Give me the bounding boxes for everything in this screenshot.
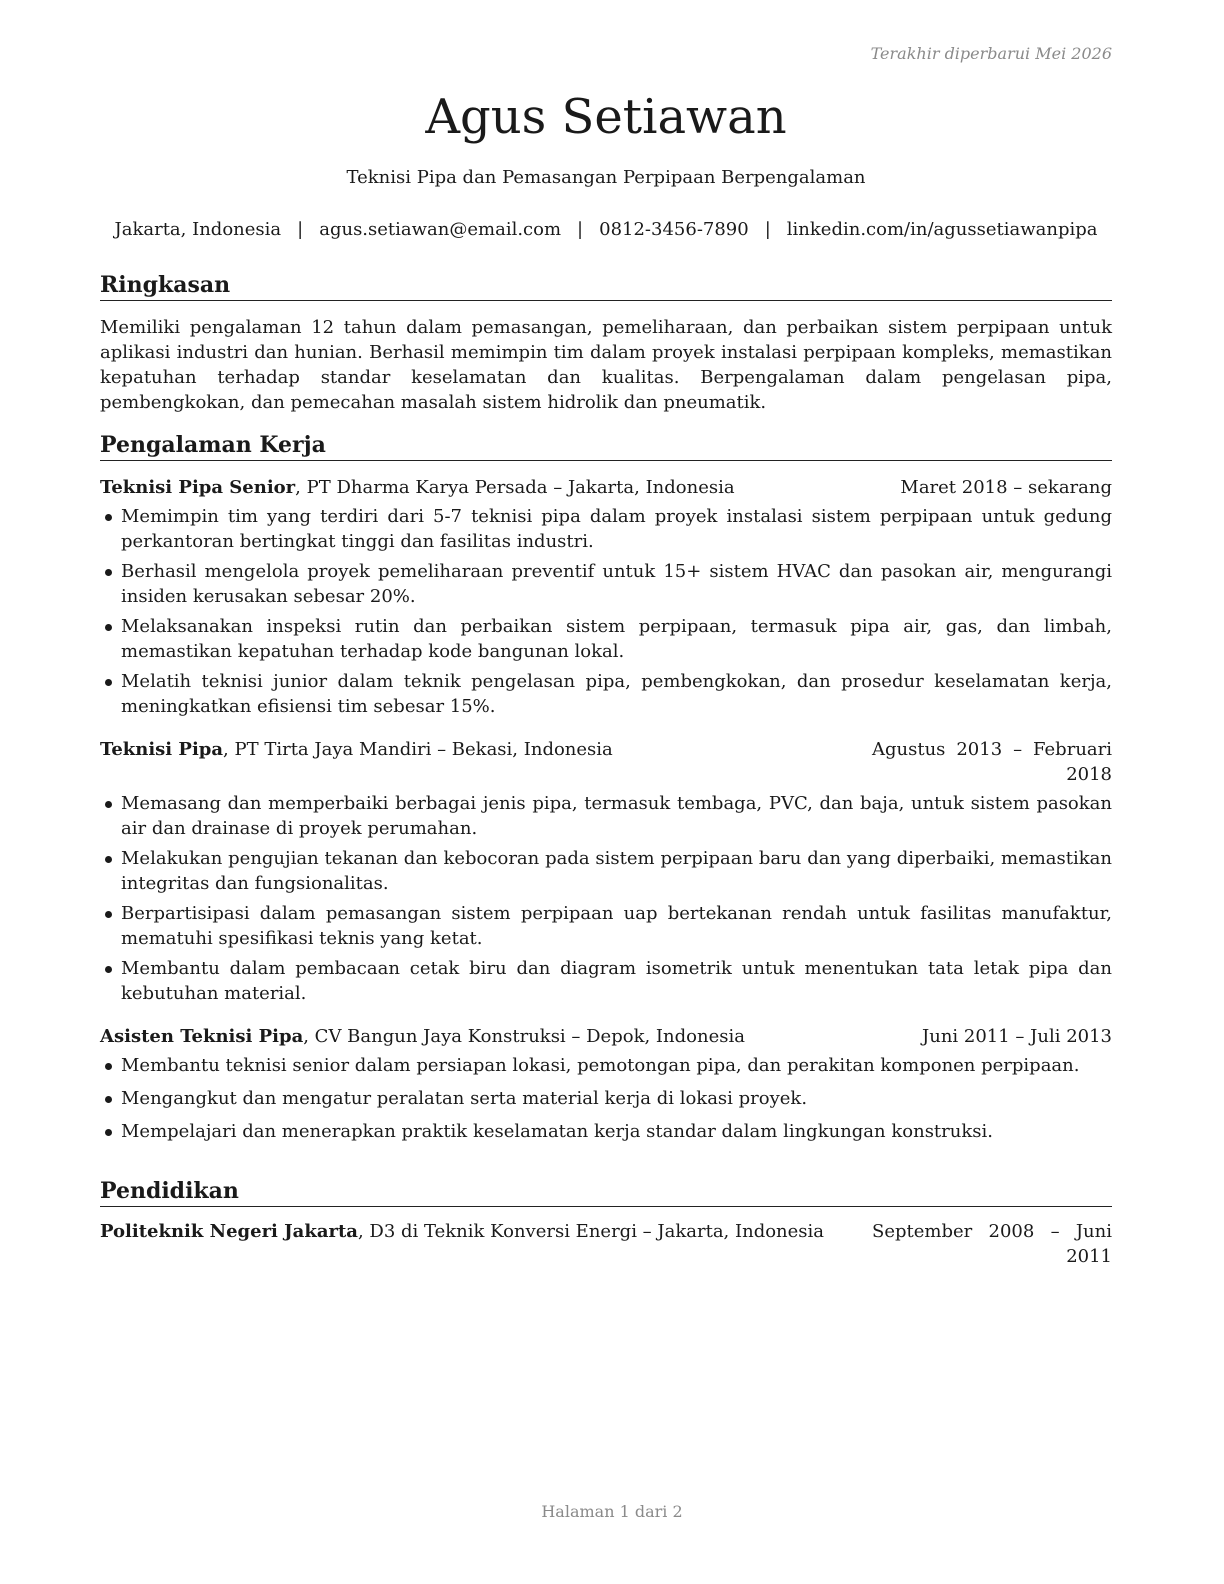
- contact-separator: |: [764, 219, 771, 240]
- education-entry: [100, 1219, 1112, 1269]
- contact-separator: |: [577, 219, 584, 240]
- contact-phone: 0812-3456-7890: [599, 219, 749, 240]
- section-title: Pengalaman Kerja: [100, 430, 1112, 461]
- contact-location: Jakarta, Indonesia: [114, 219, 282, 240]
- job-role: Asisten Teknisi Pipa: [100, 1026, 304, 1047]
- summary-text: Memiliki pengalaman 12 tahun dalam pemasangan, pemeliharaan, dan perbaikan sistem perpipaan untuk aplikasi industri dan hunian. Berhasil memimpin tim dalam proyek instalasi perpipaan kompleks, memastikan kepatuhan terhadap standar keselamatan dan kualitas. Berpengalaman dalam pengelasan pipa, pembengkokan, dan pemecahan masalah sistem hidrolik dan pneumatik.: [100, 317, 1112, 413]
- list-item: Membantu dalam pembacaan cetak biru dan diagram isometrik untuk menentukan tata letak pipa dan kebutuhan material.: [100, 956, 1112, 1006]
- candidate-name: Agus Setiawan: [425, 89, 787, 145]
- education-title: [100, 1219, 824, 1244]
- job-org: , CV Bangun Jaya Konstruksi – Depok, Indonesia: [303, 1026, 745, 1047]
- section-title: Ringkasan: [100, 270, 1112, 301]
- summary-section: [100, 270, 1112, 415]
- job-entry: [100, 1024, 1112, 1144]
- job-org: , PT Dharma Karya Persada – Jakarta, Indonesia: [295, 477, 735, 498]
- job-title: [100, 475, 735, 500]
- list-item: Melakukan pengujian tekanan dan kebocoran pada sistem perpipaan baru dan yang diperbaiki, memastikan integritas dan fungsionalitas.: [100, 846, 1112, 896]
- section-title: Pendidikan: [100, 1176, 1112, 1207]
- education-section: [100, 1176, 1112, 1269]
- education-detail: , D3 di Teknik Konversi Energi – Jakarta, Indonesia: [357, 1221, 825, 1242]
- job-date: Juni 2011 – Juli 2013: [922, 1026, 1112, 1047]
- contact-linkedin[interactable]: linkedin.com/in/agussetiawanpipa: [786, 219, 1098, 240]
- list-item: Membantu teknisi senior dalam persiapan lokasi, pemotongan pipa, dan perakitan komponen perpipaan.: [100, 1053, 1112, 1078]
- job-org: , PT Tirta Jaya Mandiri – Bekasi, Indonesia: [223, 739, 613, 760]
- experience-section: [100, 430, 1112, 1152]
- job-title: [100, 737, 613, 762]
- list-item: Melatih teknisi junior dalam teknik pengelasan pipa, pembengkokan, dan prosedur keselamatan kerja, meningkatkan efisiensi tim sebesar 15%.: [100, 669, 1112, 719]
- job-header: [100, 1024, 1112, 1049]
- education-school: Politeknik Negeri Jakarta: [100, 1221, 358, 1242]
- contact-email[interactable]: agus.setiawan@email.com: [319, 219, 562, 240]
- list-item: Memasang dan memperbaiki berbagai jenis pipa, termasuk tembaga, PVC, dan baja, untuk sistem pasokan air dan drainase di proyek perumahan.: [100, 791, 1112, 841]
- list-item: Berhasil mengelola proyek pemeliharaan preventif untuk 15+ sistem HVAC dan pasokan air, mengurangi insiden kerusakan sebesar 20%.: [100, 559, 1112, 609]
- job-bullets: [100, 504, 1112, 719]
- page-number: Halaman 1 dari 2: [541, 1502, 683, 1521]
- list-item: Memimpin tim yang terdiri dari 5-7 teknisi pipa dalam proyek instalasi sistem perpipaan untuk gedung perkantoran bertingkat tinggi dan fasilitas industri.: [100, 504, 1112, 554]
- contact-line: [100, 219, 1112, 240]
- job-date: Agustus 2013 – Februari 2018: [872, 739, 1112, 785]
- job-title: [100, 1024, 745, 1049]
- list-item: Berpartisipasi dalam pemasangan sistem perpipaan uap bertekanan rendah untuk fasilitas manufaktur, mematuhi spesifikasi teknis yang ketat.: [100, 901, 1112, 951]
- list-item: Mengangkut dan mengatur peralatan serta material kerja di lokasi proyek.: [100, 1086, 1112, 1111]
- job-role: Teknisi Pipa Senior: [100, 477, 296, 498]
- list-item: Mempelajari dan menerapkan praktik keselamatan kerja standar dalam lingkungan konstruksi.: [100, 1119, 1112, 1144]
- contact-separator: |: [297, 219, 304, 240]
- job-role: Teknisi Pipa: [100, 739, 224, 760]
- list-item: Melaksanakan inspeksi rutin dan perbaikan sistem perpipaan, termasuk pipa air, gas, dan limbah, memastikan kepatuhan terhadap kode bangunan lokal.: [100, 614, 1112, 664]
- job-entry: [100, 737, 1112, 1006]
- job-bullets: [100, 1053, 1112, 1144]
- last-updated: Terakhir diperbarui Mei 2026: [870, 44, 1112, 63]
- job-header: [100, 475, 1112, 500]
- job-bullets: [100, 791, 1112, 1006]
- job-header: [100, 737, 1112, 787]
- candidate-headline: Teknisi Pipa dan Pemasangan Perpipaan Berpengalaman: [346, 167, 866, 188]
- education-date: September 2008 – Juni 2011: [872, 1221, 1112, 1267]
- job-entry: [100, 475, 1112, 719]
- job-date: Maret 2018 – sekarang: [900, 477, 1112, 498]
